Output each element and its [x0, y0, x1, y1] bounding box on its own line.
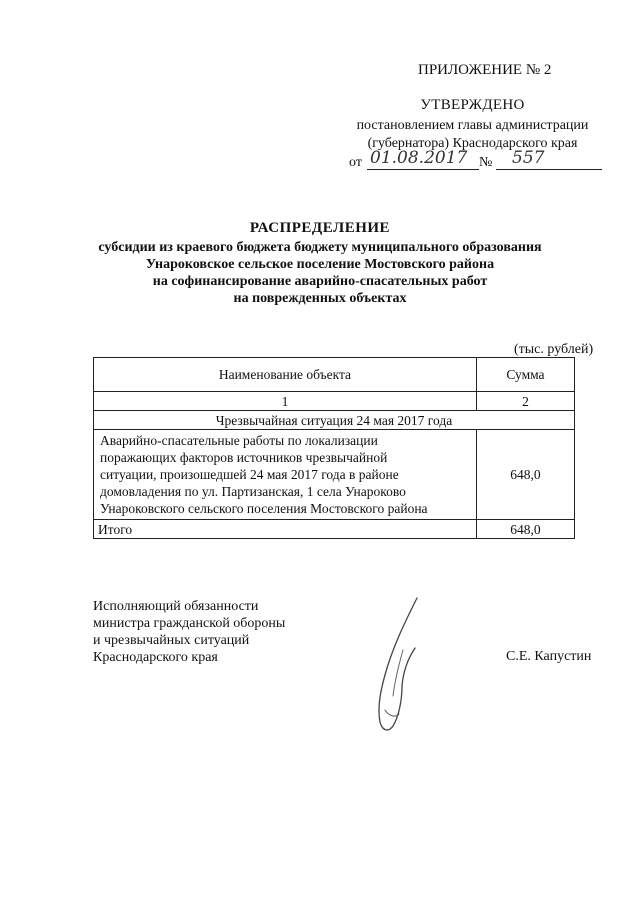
handwritten-signature	[355, 590, 445, 740]
date-prefix: от	[349, 155, 362, 170]
document-title	[60, 220, 580, 307]
total-row	[94, 520, 575, 539]
title-line-1: РАСПРЕДЕЛЕНИЕ	[249, 220, 391, 236]
approved-title: УТВЕРЖДЕНО	[420, 97, 525, 113]
object-description-line-5: Унароковского сельского поселения Мостовского района	[100, 501, 428, 516]
unit-label: (тыс. рублей)	[514, 342, 594, 357]
object-description-line-1: Аварийно-спасательные работы по локализации	[100, 433, 378, 448]
handwritten-number: 557	[512, 148, 545, 168]
object-description-line-3: ситуации, произошедшей 24 мая 2017 года в районе	[100, 467, 399, 482]
signer-line-3: и чрезвычайных ситуаций	[93, 633, 250, 648]
signer-name: С.Е. Капустин	[506, 649, 592, 664]
object-description	[94, 430, 477, 520]
appendix-label: ПРИЛОЖЕНИЕ № 2	[418, 62, 552, 78]
total-sum: 648,0	[476, 520, 574, 539]
object-sum: 648,0	[476, 430, 574, 520]
header-object-name: Наименование объекта	[94, 358, 477, 392]
handwritten-date: 01.08.2017	[370, 148, 468, 168]
approved-line-2: (губернатора) Краснодарского края	[367, 136, 578, 151]
column-number-1: 1	[94, 392, 477, 411]
section-row	[94, 411, 575, 430]
approval-block	[340, 96, 605, 173]
title-line-3: Унароковское сельское поселение Мостовского района	[145, 257, 495, 272]
approved-line-1: постановлением главы администрации	[356, 118, 589, 133]
signer-line-4: Краснодарского края	[93, 650, 218, 665]
table-header-row	[94, 358, 575, 392]
signer-line-2: министра гражданской обороны	[93, 616, 286, 631]
header-sum: Сумма	[476, 358, 574, 392]
object-description-line-2: поражающих факторов источников чрезвычайной	[100, 450, 388, 465]
table-row	[94, 430, 575, 520]
title-line-4: на софинансирование аварийно-спасательных работ	[152, 274, 488, 289]
title-line-5: на поврежденных объектах	[233, 291, 407, 306]
column-number-2: 2	[476, 392, 574, 411]
column-number-row	[94, 392, 575, 411]
total-label: Итого	[94, 520, 477, 539]
number-prefix: №	[479, 155, 493, 170]
signer-line-1: Исполняющий обязанности	[93, 599, 259, 614]
object-description-line-4: домовладения по ул. Партизанская, 1 села Унароково	[100, 484, 406, 499]
distribution-table	[93, 357, 575, 539]
title-line-2: субсидии из краевого бюджета бюджету муниципального образования	[98, 240, 542, 255]
signer-position	[93, 598, 285, 666]
date-underline	[367, 169, 479, 170]
section-title: Чрезвычайная ситуация 24 мая 2017 года	[94, 411, 575, 430]
decree-date-number-line	[340, 148, 605, 173]
number-underline	[496, 169, 602, 170]
